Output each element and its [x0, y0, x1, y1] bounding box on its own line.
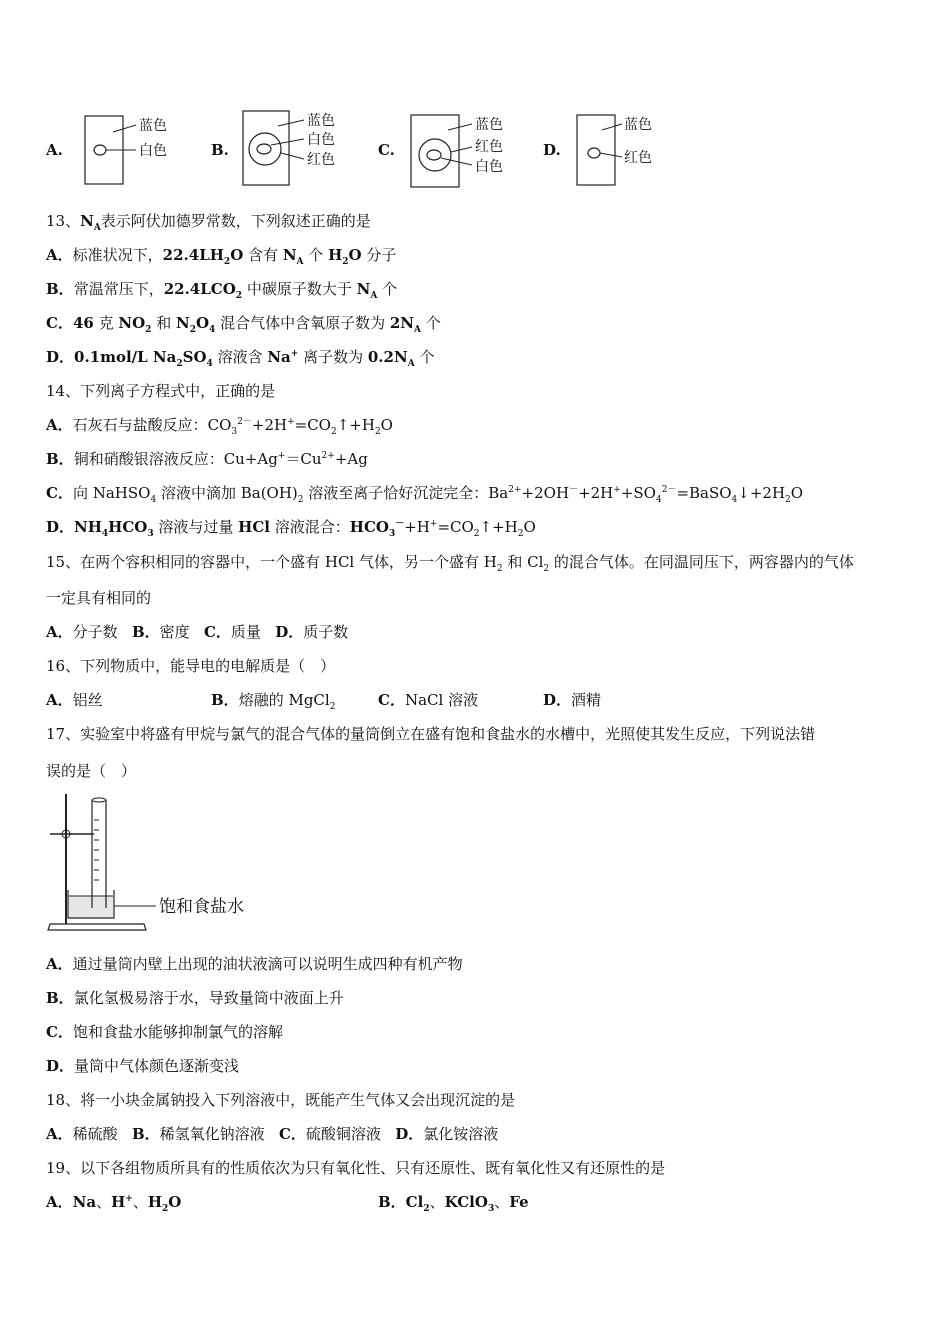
q12-option-a-letter: A.	[46, 141, 63, 159]
q13-option-b: B．常温常压下，$22.4LCO_2$ 中碳原子数大于 $N_A$ 个	[46, 280, 398, 301]
q14-option-b: B．铜和硝酸银溶液反应：$Cu+Ag^+=Cu^{2+}+Ag$	[46, 450, 368, 468]
q17-stem-line2: 误的是（ ）	[46, 762, 137, 780]
q12-d-label-2: 红色	[624, 150, 652, 166]
q19-stem: 19、以下各组物质所具有的性质依次为只有氧化性、只有还原性、既有氧化性又有还原性的是	[46, 1159, 666, 1177]
q15-stem-line2: 一定具有相同的	[46, 589, 152, 607]
q12-b-label-2: 白色	[307, 132, 335, 148]
q14-option-a: A．石灰石与盐酸反应：$CO_3^{2-}+2H^+=CO_2↑+H_2O$	[46, 416, 393, 437]
q13-stem: 13、$N_A$表示阿伏加德罗常数，下列叙述正确的是	[46, 212, 371, 233]
q12-option-d-figure	[572, 110, 682, 188]
q18-stem: 18、将一小块金属钠投入下列溶液中，既能产生气体又会出现沉淀的是	[46, 1091, 516, 1109]
q12-option-d-letter: D.	[543, 141, 561, 159]
q12-c-label-3: 白色	[475, 159, 503, 175]
q14-option-d: D．$NH_4HCO_3$ 溶液与过量 HCl 溶液混合：$HCO_3^-+H^+=CO_2↑+H_2O$	[46, 518, 536, 539]
q17-option-b: B．氯化氢极易溶于水，导致量筒中液面上升	[46, 989, 344, 1007]
q13-option-c: C．46 克 $NO_2$ 和 $N_2O_4$ 混合气体中含氧原子数为 $2N_A$ 个	[46, 314, 441, 335]
q17-figure-label: 饱和食盐水	[159, 897, 244, 917]
q17-option-a: A．通过量筒内壁上出现的油状液滴可以说明生成四种有机产物	[46, 955, 463, 973]
q16-option-a: A．铝丝	[46, 691, 103, 709]
q12-option-a-figure	[80, 112, 190, 188]
q15-options: A．分子数 B．密度 C．质量 D．质子数	[46, 623, 349, 641]
q12-option-b-figure	[238, 108, 358, 188]
q16-option-c: C．NaCl 溶液	[378, 691, 479, 709]
q14-option-c: C．向 NaHSO$_4$ 溶液中滴加 $Ba(OH)_2$ 溶液至离子恰好沉淀完全：$Ba^{2+}+2OH^-+2H^++SO_4^{2-}=BaSO_4↓+2H_2O$	[46, 484, 804, 505]
q14-stem: 14、下列离子方程式中，正确的是	[46, 382, 276, 400]
q12-c-label-2: 红色	[475, 139, 503, 155]
q12-a-label-1: 蓝色	[139, 118, 167, 134]
q13-option-a: A．标准状况下，$22.4LH_2O$ 含有 $N_A$ 个 $H_2O$ 分子	[46, 246, 397, 267]
q12-b-label-1: 蓝色	[307, 113, 335, 129]
q12-a-label-2: 白色	[139, 143, 167, 159]
q12-c-label-1: 蓝色	[475, 117, 503, 133]
q12-option-b-letter: B.	[211, 141, 229, 159]
q17-option-d: D．量筒中气体颜色逐渐变浅	[46, 1057, 240, 1075]
q16-option-b: B．熔融的 MgCl$_2$	[211, 691, 336, 712]
q17-apparatus-figure	[44, 790, 274, 940]
q19-option-a: A．Na、H+、$H_2O$	[46, 1193, 182, 1214]
q17-option-c: C．饱和食盐水能够抑制氯气的溶解	[46, 1023, 283, 1041]
q12-option-c-letter: C.	[378, 141, 395, 159]
q12-option-c-figure	[406, 110, 526, 190]
q16-stem: 16、下列物质中，能导电的电解质是（ ）	[46, 657, 336, 675]
q13-option-d: D．0.1mol/L $Na_2SO_4$ 溶液含 Na+ 离子数为 $0.2N_A$ 个	[46, 348, 435, 369]
q16-option-d: D．酒精	[543, 691, 602, 709]
q12-b-label-3: 红色	[307, 152, 335, 168]
q12-d-label-1: 蓝色	[624, 117, 652, 133]
q19-option-b: B．$Cl_2$、KClO$_3$、Fe	[378, 1193, 529, 1214]
q15-stem-line1: 15、在两个容积相同的容器中，一个盛有 HCl 气体，另一个盛有 $H_2$ 和 $Cl_2$ 的混合气体。在同温同压下，两容器内的气体	[46, 553, 854, 574]
q18-options: A．稀硫酸 B．稀氢氧化钠溶液 C．硫酸铜溶液 D．氯化铵溶液	[46, 1125, 499, 1143]
q17-stem-line1: 17、实验室中将盛有甲烷与氯气的混合气体的量筒倒立在盛有饱和食盐水的水槽中，光照使其发生反应，下列说法错	[46, 725, 816, 743]
